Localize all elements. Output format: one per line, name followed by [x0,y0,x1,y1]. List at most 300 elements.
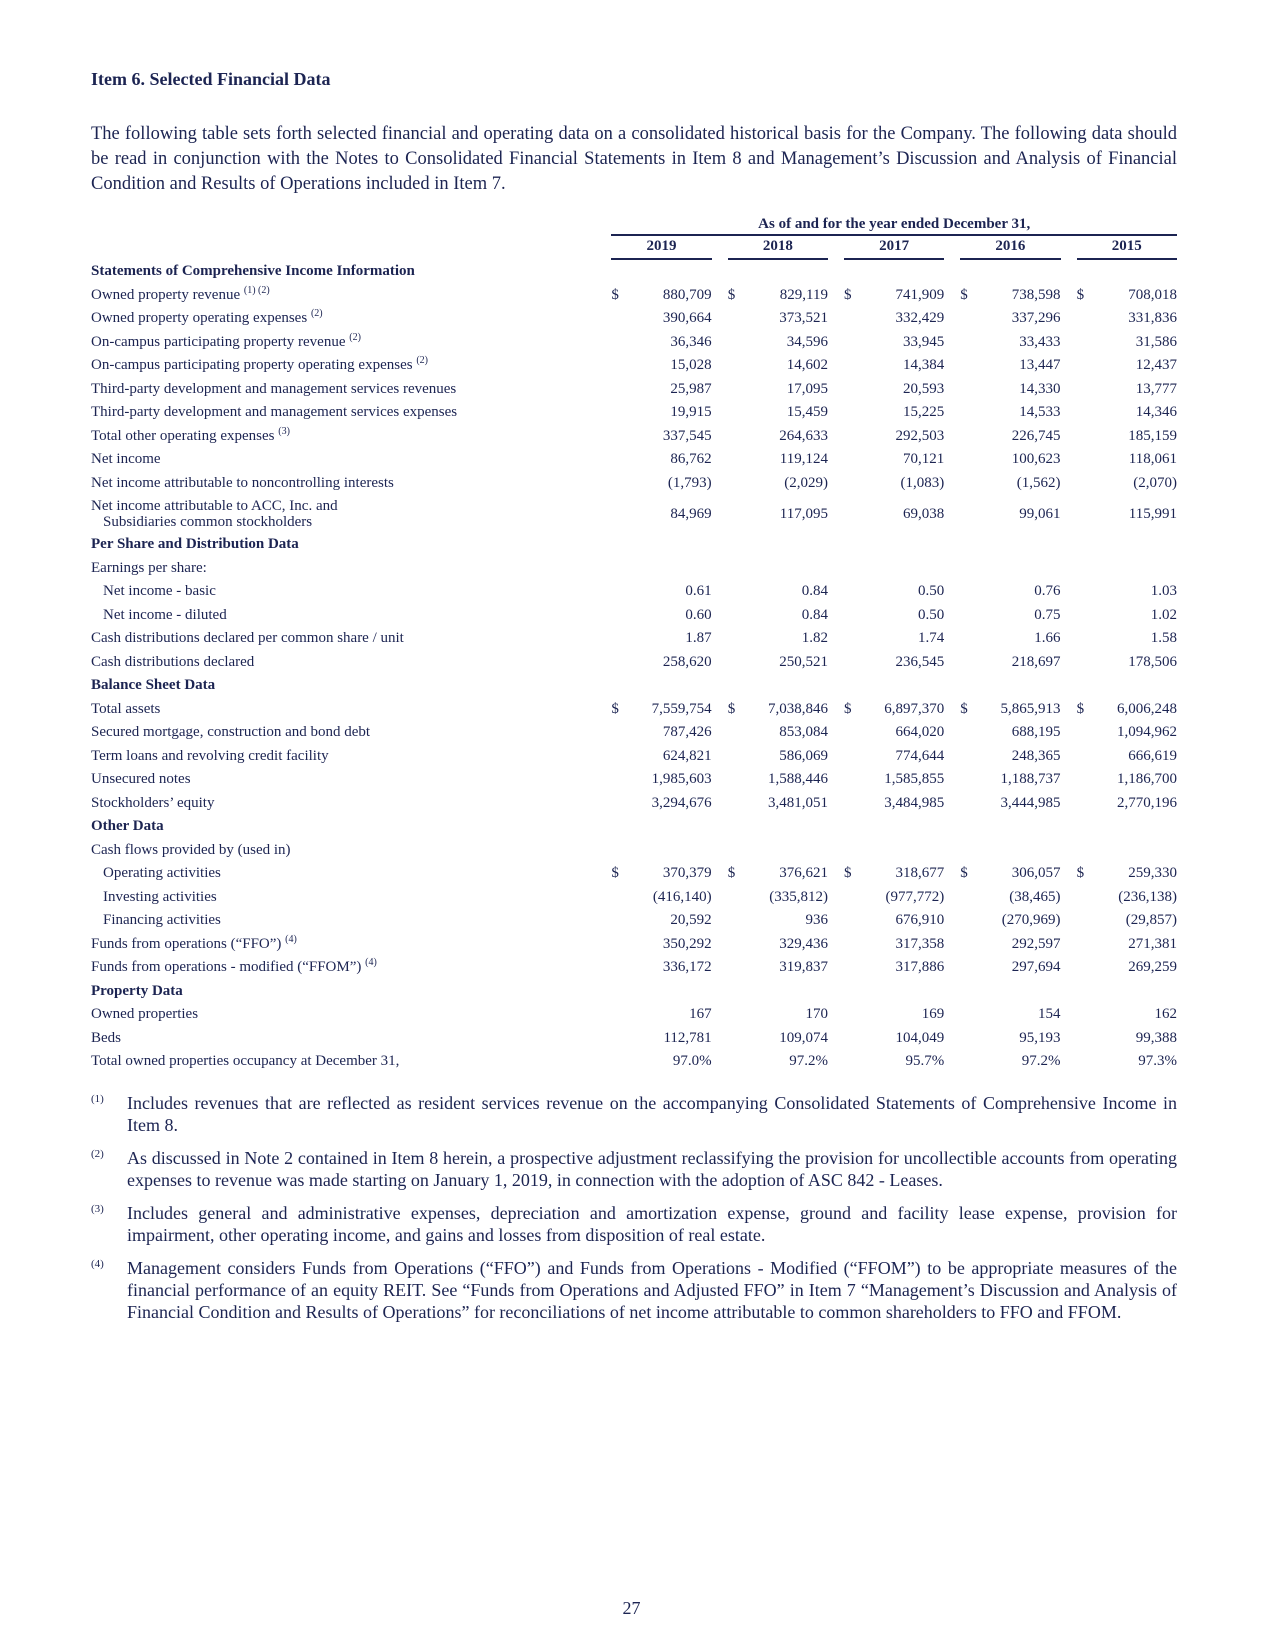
value-cell [611,1050,711,1074]
footnote-marker: (2) [91,1147,104,1160]
currency-symbol: $ [727,700,736,717]
value-cell [1077,604,1177,628]
value-cell [844,956,944,980]
value-cell [1077,1027,1177,1051]
footnote-marker: (4) [91,1257,104,1270]
value-text: 664,020 [895,724,945,741]
currency-symbol: $ [611,286,619,303]
table-row [91,886,1177,910]
footnote-ref: (4) [365,957,377,969]
value-text: 258,620 [662,653,712,670]
value-cell [1077,354,1177,378]
value-cell [960,839,1060,863]
table-row [91,792,1177,816]
row-label [91,886,611,910]
currency-symbol: $ [960,700,968,717]
table-row [91,533,1177,557]
value-cell [844,745,944,769]
value-text: 115,991 [1128,505,1177,522]
value-text: 586,069 [779,747,828,764]
table-row [91,721,1177,745]
value-text: 880,709 [662,286,712,303]
value-text: 666,619 [1128,747,1177,764]
value-cell [960,886,1060,910]
value-text: 1.74 [918,630,945,647]
row-label [91,651,611,675]
value-cell [960,909,1060,933]
value-text: 3,484,985 [884,794,945,811]
value-text: 248,365 [1011,747,1061,764]
value-cell [960,378,1060,402]
row-label-text: Stockholders’ equity [91,794,215,811]
value-text: 370,379 [662,865,712,882]
value-text: 5,865,913 [1000,700,1061,717]
value-text: 264,633 [779,427,828,444]
value-text: 97.2% [1021,1053,1061,1070]
year-header: 2017 [844,235,944,260]
value-cell [611,745,711,769]
value-cell [1077,472,1177,496]
value-cell [844,792,944,816]
currency-symbol: $ [1076,700,1085,717]
value-cell [960,354,1060,378]
value-text: 100,623 [1011,451,1061,468]
section-title: Per Share and Distribution Data [91,536,299,553]
currency-symbol: $ [727,865,736,882]
value-text: 0.60 [685,606,712,623]
footnote-marker: (1) [91,1092,104,1105]
selected-financial-data-table [91,211,1177,1074]
value-text: 271,381 [1128,935,1177,952]
value-cell [844,307,944,331]
table-row [91,1050,1177,1074]
value-cell [728,284,828,308]
value-text: 15,225 [903,404,945,421]
value-cell [611,425,711,449]
value-text: 787,426 [662,724,712,741]
value-text: 14,346 [1135,404,1177,421]
value-cell [728,604,828,628]
value-text: 337,296 [1011,310,1061,327]
value-text: 154 [1038,1006,1061,1023]
footnotes [91,1092,1177,1323]
value-cell [1077,956,1177,980]
value-cell [1077,580,1177,604]
row-label-text: Cash distributions declared [91,653,255,670]
table-row [91,933,1177,957]
value-cell [844,839,944,863]
row-label-text: Owned property revenue [91,286,241,303]
value-cell [728,354,828,378]
value-text: 376,621 [779,865,828,882]
value-cell [1077,698,1177,722]
table-row [91,284,1177,308]
table-row [91,909,1177,933]
value-cell [728,331,828,355]
value-text: 1.66 [1034,630,1061,647]
value-text: 99,388 [1135,1029,1177,1046]
table-row [91,815,1177,839]
value-cell [611,448,711,472]
row-label-text: Total assets [91,700,161,717]
row-label-text: Net income [91,451,161,468]
value-cell [1077,651,1177,675]
value-cell [611,886,711,910]
table-row [91,472,1177,496]
value-cell [1077,307,1177,331]
value-text: 15,459 [786,404,828,421]
value-text: 350,292 [662,935,712,952]
value-cell [611,378,711,402]
value-cell [611,721,711,745]
row-label-text: Unsecured notes [91,771,191,788]
value-text: 319,837 [779,959,828,976]
row-label [91,1003,611,1027]
section-title: Balance Sheet Data [91,677,216,694]
value-text: 169 [921,1006,945,1023]
row-label [91,331,611,355]
currency-symbol: $ [1076,286,1085,303]
value-cell [728,472,828,496]
value-cell [1077,401,1177,425]
currency-symbol: $ [1076,865,1085,882]
value-text: 329,436 [779,935,828,952]
footnote [91,1257,1177,1323]
row-label [91,425,611,449]
row-label [91,557,611,581]
value-cell [1077,425,1177,449]
value-text: 14,602 [786,357,828,374]
row-label [91,378,611,402]
value-cell [728,1027,828,1051]
footnote [91,1092,1177,1136]
value-text: 33,433 [1019,333,1061,350]
value-cell [960,627,1060,651]
row-label [91,495,611,533]
period-header-row [91,211,1177,235]
row-label-text: Total other operating expenses [91,427,275,444]
value-text: 3,444,985 [1000,794,1061,811]
value-cell [1077,557,1177,581]
currency-symbol: $ [960,286,968,303]
row-label-text: Financing activities [103,912,221,929]
intro-paragraph: The following table sets forth selected financial and operating data on a consolidated historical basis for the Company. The following data should be read in conjunction with the Notes to Consolidated Financial Statements in Item 8 and Management’s Discussion and Analysis of Financial Condition and Results of Operations included in Item 7. [91,124,1177,194]
value-cell [728,745,828,769]
row-label-text: Term loans and revolving credit facility [91,747,329,764]
value-text: (1,083) [900,474,945,491]
value-cell [728,1050,828,1074]
row-label-text: Beds [91,1029,121,1046]
value-text: 708,018 [1128,286,1177,303]
value-text: 741,909 [895,286,945,303]
row-label [91,839,611,863]
value-cell [960,284,1060,308]
value-text: 2,770,196 [1117,794,1177,811]
value-text: (236,138) [1118,888,1177,905]
year-header: 2018 [728,235,828,260]
row-label [91,698,611,722]
year-header-row [91,235,1177,260]
value-cell [1077,331,1177,355]
value-text: 676,910 [895,912,945,929]
value-cell [611,331,711,355]
value-cell [844,1050,944,1074]
row-label-text: Funds from operations - modified (“FFOM”) [91,959,362,976]
value-cell [844,721,944,745]
currency-symbol: $ [727,286,736,303]
value-cell [611,495,711,533]
value-text: 1,588,446 [767,771,828,788]
row-label-text: Third-party development and management services expenses [91,404,458,421]
row-label-text: Owned property operating expenses [91,310,308,327]
value-text: 390,664 [662,310,712,327]
row-label-text: Secured mortgage, construction and bond debt [91,724,371,741]
value-text: 97.3% [1138,1053,1177,1070]
value-text: 118,061 [1128,451,1177,468]
value-text: 250,521 [779,653,828,670]
value-cell [1077,721,1177,745]
value-cell [728,839,828,863]
value-cell [728,557,828,581]
value-cell [844,401,944,425]
value-text: 0.50 [918,606,945,623]
currency-symbol: $ [611,865,619,882]
value-text: 12,437 [1135,357,1177,374]
currency-symbol: $ [960,865,968,882]
value-text: 31,586 [1135,333,1177,350]
row-label [91,284,611,308]
value-cell [611,1027,711,1051]
footnote-ref: (2) [310,308,323,320]
row-label [91,792,611,816]
row-label-text: On-campus participating property operating expenses [91,357,413,374]
table-row [91,307,1177,331]
value-text: 20,593 [903,380,945,397]
value-text: 3,481,051 [767,794,828,811]
footnote-ref: (3) [278,425,290,437]
value-cell [728,580,828,604]
value-cell [611,909,711,933]
page-number: 27 [622,1598,641,1618]
value-text: 109,074 [779,1029,828,1046]
value-text: 306,057 [1011,865,1061,882]
value-cell [960,580,1060,604]
table-row [91,425,1177,449]
value-text: 1,985,603 [651,771,712,788]
value-text: 1,188,737 [1000,771,1061,788]
footnote-marker: (3) [91,1202,104,1215]
value-cell [611,651,711,675]
value-cell [1077,1050,1177,1074]
value-cell [844,862,944,886]
value-cell [844,886,944,910]
value-text: 318,677 [895,865,945,882]
value-text: 7,038,846 [767,700,828,717]
value-cell [844,768,944,792]
value-cell [1077,627,1177,651]
value-cell [611,580,711,604]
row-label [91,354,611,378]
footnote-text: As discussed in Note 2 contained in Item 8 herein, a prospective adjustment reclassifying the provision for uncollectible accounts from operating expenses to revenue was made starting on January 1, 2019, in connection with the adoption of ASC 842 - Leases. [127,1147,1177,1190]
value-text: 97.0% [672,1053,712,1070]
footnote-ref: (2) [349,331,361,343]
year-header: 2016 [960,235,1060,260]
row-label [91,721,611,745]
value-cell [728,1003,828,1027]
value-text: 0.84 [801,583,828,600]
value-text: 331,836 [1128,310,1177,327]
value-cell [728,425,828,449]
value-cell [1077,745,1177,769]
value-cell [960,472,1060,496]
table-row [91,448,1177,472]
value-text: 119,124 [779,451,828,468]
value-text: 1.02 [1150,606,1177,623]
value-cell [728,933,828,957]
value-cell [960,933,1060,957]
value-cell [728,768,828,792]
value-text: 0.50 [918,583,945,600]
value-text: 1,094,962 [1117,724,1177,741]
row-label [91,909,611,933]
footnote-ref: (2) [416,355,428,367]
row-label-line: Net income attributable to ACC, Inc. and [91,498,338,514]
value-cell [1077,768,1177,792]
section-title: Other Data [91,818,164,835]
value-cell [611,698,711,722]
value-text: 332,429 [895,310,945,327]
value-cell [611,307,711,331]
value-text: 226,745 [1011,427,1061,444]
value-cell [844,1003,944,1027]
value-cell [844,909,944,933]
table-row [91,1003,1177,1027]
value-text: 829,119 [779,286,828,303]
value-text: 162 [1154,1006,1177,1023]
value-cell [611,839,711,863]
value-cell [960,495,1060,533]
value-text: 185,159 [1128,427,1177,444]
value-text: 624,821 [662,747,712,764]
currency-symbol: $ [843,286,852,303]
row-label-text: Net income attributable to noncontrolling interests [91,474,394,491]
table-row [91,331,1177,355]
row-label-text: Net income - diluted [103,606,227,623]
value-cell [728,792,828,816]
document-page [91,58,1177,1334]
table-row [91,627,1177,651]
value-cell [960,721,1060,745]
value-text: 688,195 [1011,724,1061,741]
value-cell [611,1003,711,1027]
value-text: 178,506 [1128,653,1177,670]
value-cell [728,862,828,886]
value-cell [1077,839,1177,863]
value-text: 1,585,855 [884,771,945,788]
value-cell [611,933,711,957]
value-cell [844,425,944,449]
value-text: 6,006,248 [1117,700,1177,717]
value-text: 6,897,370 [884,700,945,717]
table-row [91,557,1177,581]
row-label-text: Funds from operations (“FFO”) [91,935,282,952]
section-title: Statements of Comprehensive Income Information [91,262,415,279]
table-row [91,495,1177,533]
table-row [91,980,1177,1004]
period-header: As of and for the year ended December 31, [611,211,1177,235]
row-label-text: Total owned properties occupancy at December 31, [91,1053,400,1070]
value-cell [960,1050,1060,1074]
value-cell [1077,1003,1177,1027]
value-text: 25,987 [670,380,712,397]
value-cell [611,557,711,581]
row-label-text: Operating activities [103,865,221,882]
value-text: (29,857) [1125,912,1177,929]
value-cell [960,331,1060,355]
value-text: 853,084 [779,724,828,741]
value-text: 0.76 [1034,583,1061,600]
value-cell [611,768,711,792]
footnote-ref: (4) [285,933,297,945]
row-label [91,627,611,651]
value-cell [1077,495,1177,533]
row-label [91,956,611,980]
value-cell [960,862,1060,886]
year-header: 2019 [611,235,711,260]
value-text: 7,559,754 [651,700,712,717]
value-cell [1077,886,1177,910]
value-text: 14,384 [903,357,945,374]
value-cell [844,284,944,308]
currency-symbol: $ [843,865,852,882]
row-label [91,307,611,331]
value-text: 97.2% [789,1053,828,1070]
value-text: (2,029) [784,474,828,491]
value-cell [611,354,711,378]
value-text: 337,545 [662,427,712,444]
table-row [91,354,1177,378]
value-text: 33,945 [903,333,945,350]
value-cell [728,698,828,722]
table-row [91,745,1177,769]
value-text: 170 [805,1006,828,1023]
value-cell [960,768,1060,792]
value-text: 336,172 [662,959,712,976]
value-cell [1077,933,1177,957]
row-label [91,604,611,628]
value-cell [611,604,711,628]
footnote-text: Management considers Funds from Operations (“FFO”) and Funds from Operations - Modified (“FFOM”) to be appropriate measures of the financial performance of an equity REIT. See “Funds from Operations and Adjusted FFO” in Item 7 “Management’s Discussion and Analysis of Financial Condition and Results of Operations” for reconciliations of net income attributable to common shareholders to FFO and FFOM. [127,1257,1177,1322]
value-text: (416,140) [652,888,712,905]
value-text: 0.75 [1034,606,1061,623]
value-cell [1077,909,1177,933]
value-text: 738,598 [1011,286,1061,303]
table-row [91,580,1177,604]
value-text: (977,772) [885,888,945,905]
value-text: 99,061 [1019,505,1061,522]
value-cell [844,580,944,604]
row-label [91,472,611,496]
table-row [91,1027,1177,1051]
value-cell [611,472,711,496]
value-cell [1077,862,1177,886]
value-cell [960,698,1060,722]
row-label [91,862,611,886]
table-row [91,651,1177,675]
value-text: 14,533 [1019,404,1061,421]
value-cell [611,284,711,308]
value-cell [844,698,944,722]
